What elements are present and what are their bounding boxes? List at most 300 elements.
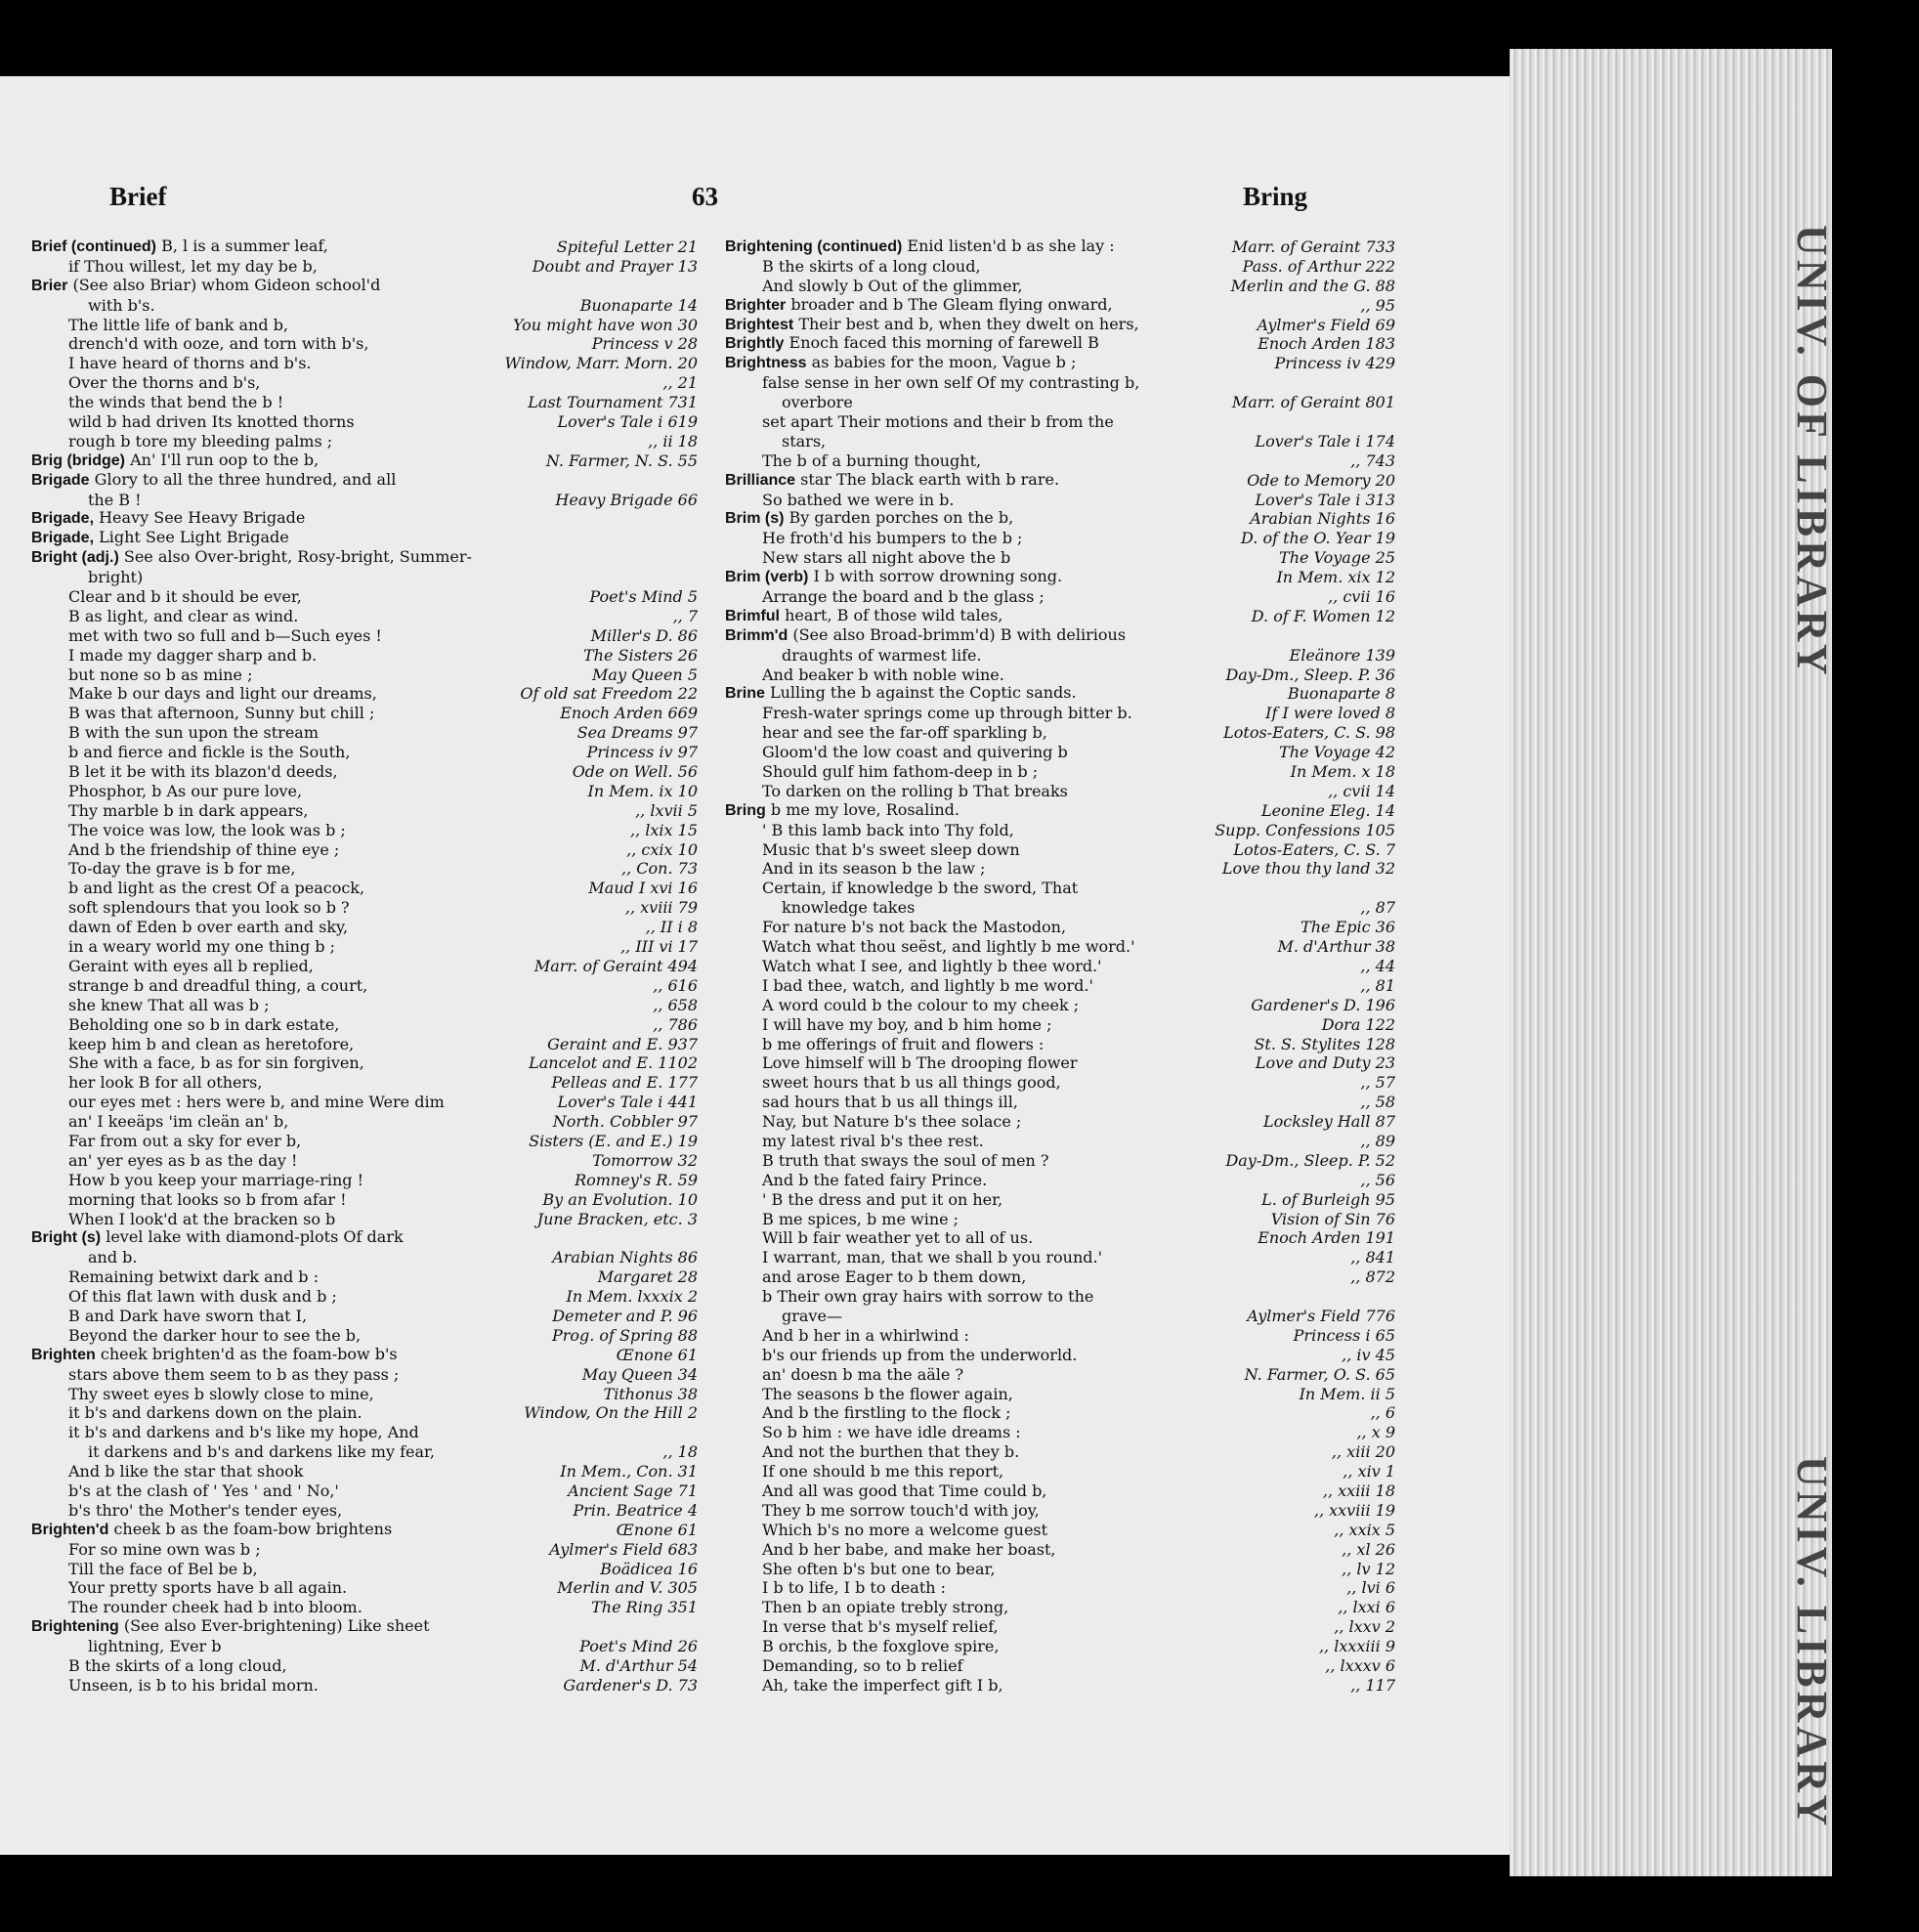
entry-reference: Tithonus 38 (603, 1384, 698, 1403)
entry-reference: May Queen 5 (592, 665, 698, 684)
index-entry-row (725, 316, 1395, 335)
index-entry-row (725, 451, 1395, 471)
entry-text: B truth that sways the soul of men ? (762, 1150, 1049, 1170)
entry-text: So bathed we were in b. (762, 490, 955, 509)
entry-text: Remaining betwixt dark and b : (68, 1267, 319, 1287)
entry-text: Brightest Their best and b, when they dwelt on hers, (725, 314, 1139, 333)
index-entry-row (725, 432, 1395, 451)
entry-text: Brigade, Heavy See Heavy Brigade (31, 508, 306, 528)
index-entry-row (725, 626, 1395, 646)
entry-text: And in its season b the law ; (762, 859, 986, 879)
entry-reference: ,, cvii 16 (1328, 587, 1395, 607)
index-entry-row (31, 821, 698, 840)
entry-text: Beyond the darker hour to see the b, (68, 1325, 362, 1345)
entry-text: ' B this lamb back into Thy fold, (762, 820, 1014, 839)
index-entry-row (31, 237, 698, 257)
index-entry-row (725, 704, 1395, 723)
entry-text: Brilliance star The black earth with b rare. (725, 469, 1060, 489)
entry-text: Certain, if knowledge b the sword, That (762, 879, 1079, 898)
entry-text: her look B for all others, (68, 1073, 263, 1093)
index-entry-row (725, 1656, 1395, 1676)
entry-reference: N. Farmer, O. S. 65 (1244, 1364, 1395, 1384)
entry-reference: Day-Dm., Sleep. P. 36 (1225, 665, 1395, 684)
running-head-left: Brief (109, 182, 167, 211)
index-entry-row (725, 1210, 1395, 1229)
entry-reference: ,, xxiii 18 (1322, 1481, 1395, 1500)
entry-reference: Marr. of Geraint 494 (533, 956, 698, 975)
entry-text: the B ! (88, 490, 142, 509)
entry-reference: ,, 7 (672, 606, 698, 625)
entry-reference: The Ring 351 (591, 1598, 698, 1617)
entry-text: Will b fair weather yet to all of us. (762, 1228, 1034, 1248)
entry-text: They b me sorrow touch'd with joy, (762, 1500, 1040, 1520)
entry-reference: ,, 57 (1360, 1073, 1395, 1093)
entry-text: b me offerings of fruit and flowers : (762, 1034, 1045, 1053)
entry-reference: Last Tournament 731 (528, 393, 698, 412)
entry-reference: Boädicea 16 (600, 1559, 698, 1578)
entry-text: So b him : we have idle dreams : (762, 1423, 1021, 1442)
entry-text: And b her babe, and make her boast, (762, 1539, 1056, 1559)
entry-text: grave— (782, 1306, 842, 1325)
page-number: 63 (692, 182, 718, 211)
index-entry-row (31, 626, 698, 646)
entry-text: it b's and darkens down on the plain. (68, 1403, 362, 1423)
index-entry-row (31, 1053, 698, 1073)
index-entry-row (31, 1307, 698, 1326)
entry-text: b and fierce and fickle is the South, (68, 743, 351, 762)
entry-text: I bad thee, watch, and lightly b me word.' (762, 975, 1093, 995)
entry-reference: North. Cobbler 97 (552, 1112, 698, 1132)
entry-text: Brighten cheek brighten'd as the foam-bow b's (31, 1344, 398, 1363)
entry-reference: ,, iv 45 (1342, 1345, 1395, 1364)
entry-reference: Gardener's D. 73 (563, 1675, 698, 1695)
index-entry-row (31, 1481, 698, 1501)
entry-text: B the skirts of a long cloud, (762, 256, 981, 276)
index-entry-row (725, 743, 1395, 762)
index-entry-row (725, 1481, 1395, 1501)
index-entry-row (31, 684, 698, 704)
entry-text: When I look'd at the bracken so b (68, 1209, 336, 1228)
entry-reference: Ode on Well. 56 (572, 762, 698, 782)
entry-text: ' B the dress and put it on her, (762, 1189, 1003, 1209)
entry-text: morning that looks so b from afar ! (68, 1189, 347, 1209)
index-entry-row (31, 509, 698, 529)
index-entry-row (725, 1521, 1395, 1540)
entry-reference: Princess v 28 (591, 334, 698, 354)
index-entry-row (725, 801, 1395, 821)
entry-reference: Lotos-Eaters, C. S. 98 (1223, 723, 1395, 743)
entry-text: And b like the star that shook (68, 1462, 304, 1481)
entry-reference: In Mem. x 18 (1290, 762, 1395, 782)
entry-text: Watch what I see, and lightly b thee word.' (762, 956, 1102, 975)
entry-reference: ,, 18 (662, 1442, 698, 1462)
entry-text: and b. (88, 1248, 138, 1267)
entry-text: Brim (s) By garden porches on the b, (725, 508, 1014, 528)
index-entry-row (725, 898, 1395, 918)
index-entry-row (725, 821, 1395, 840)
entry-text: Arrange the board and b the glass ; (762, 587, 1045, 607)
index-entry-row (725, 1403, 1395, 1423)
entry-reference: ,, 95 (1360, 295, 1395, 315)
entry-text: How b you keep your marriage-ring ! (68, 1170, 364, 1189)
entry-text: I will have my boy, and b him home ; (762, 1014, 1052, 1034)
index-entry-row (725, 1132, 1395, 1151)
entry-reference: ,, 117 (1350, 1675, 1395, 1695)
index-entry-row (31, 704, 698, 723)
entry-reference: The Voyage 42 (1279, 743, 1395, 762)
index-entry-row (31, 976, 698, 996)
entry-text: my latest rival b's thee rest. (762, 1131, 984, 1150)
entry-text: overbore (782, 393, 853, 412)
index-entry-row (725, 879, 1395, 898)
index-entry-row (31, 257, 698, 277)
entry-reference: Locksley Hall 87 (1262, 1112, 1395, 1132)
entry-reference: Window, Marr. Morn. 20 (504, 354, 698, 373)
entry-reference: In Mem. ix 10 (587, 781, 698, 800)
entry-reference: Eleänore 139 (1289, 645, 1395, 665)
index-entry-row (31, 1637, 698, 1656)
index-entry-row (31, 1540, 698, 1560)
index-entry-row (31, 1442, 698, 1462)
entry-reference: ,, xviii 79 (624, 898, 698, 918)
index-entry-row (31, 1598, 698, 1617)
index-entry-row (31, 471, 698, 491)
entry-reference: Lover's Tale i 174 (1255, 431, 1395, 451)
entry-reference: ,, lxvii 5 (635, 800, 698, 820)
entry-reference: Ancient Sage 71 (568, 1481, 698, 1500)
right-column (725, 237, 1395, 1696)
index-entry-row (31, 277, 698, 296)
entry-text: b's at the clash of ' Yes ' and ' No,' (68, 1481, 339, 1500)
index-entry-row (31, 296, 698, 316)
entry-text: Bring b me my love, Rosalind. (725, 799, 960, 819)
entry-reference: ,, xxviii 19 (1313, 1500, 1395, 1520)
entry-reference: ,, lvi 6 (1346, 1578, 1395, 1598)
entry-text: The b of a burning thought, (762, 451, 982, 470)
index-entry-row (725, 646, 1395, 665)
index-entry-row (31, 782, 698, 801)
entry-reference: Leonine Eleg. 14 (1260, 800, 1395, 820)
entry-text: Thy marble b in dark appears, (68, 800, 309, 820)
entry-text: with b's. (88, 295, 155, 315)
entry-reference: ,, 87 (1360, 898, 1395, 918)
entry-text: drench'd with ooze, and torn with b's, (68, 334, 369, 354)
index-entry-row (725, 354, 1395, 373)
entry-text: I made my dagger sharp and b. (68, 645, 318, 665)
entry-text: I have heard of thorns and b's. (68, 354, 312, 373)
entry-text: The seasons b the flower again, (762, 1384, 1013, 1403)
entry-text: To darken on the rolling b That breaks (762, 781, 1068, 800)
entry-text: draughts of warmest life. (782, 645, 982, 665)
index-entry-row (31, 1190, 698, 1210)
index-entry-row (725, 918, 1395, 937)
index-entry-row (31, 1501, 698, 1521)
entry-reference: Geraint and E. 937 (547, 1034, 698, 1053)
index-entry-row (725, 1462, 1395, 1481)
index-entry-row (725, 257, 1395, 277)
entry-reference: ,, 872 (1350, 1267, 1395, 1287)
book-page-edges (1510, 49, 1832, 1876)
index-entry-row (31, 665, 698, 685)
index-entry-row (725, 1035, 1395, 1054)
entry-text: hear and see the far-off sparkling b, (762, 723, 1047, 743)
entry-text: And b the firstling to the flock ; (762, 1403, 1011, 1423)
entry-reference: ,, lxix 15 (630, 820, 698, 839)
entry-text: And beaker b with noble wine. (762, 665, 1004, 684)
entry-reference: D. of F. Women 12 (1251, 606, 1395, 625)
entry-text: false sense in her own self Of my contrasting b, (762, 373, 1140, 393)
entry-reference: Day-Dm., Sleep. P. 52 (1225, 1150, 1395, 1170)
entry-text: Brigade, Light See Light Brigade (31, 528, 289, 547)
entry-reference: ,, lxxxiii 9 (1318, 1637, 1395, 1656)
entry-text: Fresh-water springs come up through bitter b. (762, 704, 1132, 723)
index-entry-row (725, 509, 1395, 529)
entry-text: it b's and darkens and b's like my hope, And (68, 1423, 419, 1442)
entry-text: B let it be with its blazon'd deeds, (68, 762, 338, 782)
entry-reference: Marr. of Geraint 801 (1231, 393, 1395, 412)
entry-text: Love himself will b The drooping flower (762, 1053, 1078, 1073)
index-entry-row (31, 840, 698, 860)
index-entry-row (725, 723, 1395, 743)
entry-text: Clear and b it should be ever, (68, 587, 302, 607)
entry-text: wild b had driven Its knotted thorns (68, 412, 355, 431)
entry-text: Far from out a sky for ever b, (68, 1131, 302, 1150)
index-entry-row (31, 568, 698, 587)
entry-text: Brightening (continued) Enid listen'd b as she lay : (725, 236, 1115, 255)
entry-reference: Romney's R. 59 (575, 1170, 698, 1189)
index-entry-row (31, 646, 698, 665)
entry-reference: Lotos-Eaters, C. S. 7 (1233, 839, 1395, 859)
entry-text: Thy sweet eyes b slowly close to mine, (68, 1384, 374, 1403)
index-entry-row (31, 334, 698, 354)
entry-reference: ,, lxxxv 6 (1325, 1656, 1395, 1675)
index-entry-row (31, 743, 698, 762)
entry-reference: Vision of Sin 76 (1270, 1209, 1395, 1228)
index-entry-row (725, 607, 1395, 626)
entry-text: Music that b's sweet sleep down (762, 839, 1020, 859)
entry-reference: Princess iv 429 (1274, 354, 1395, 373)
index-entry-row (31, 432, 698, 451)
index-entry-row (725, 957, 1395, 976)
index-entry-row (31, 723, 698, 743)
index-entry-row (31, 354, 698, 373)
index-entry-row (725, 587, 1395, 607)
index-entry-row (31, 1617, 698, 1637)
entry-reference: Arabian Nights 16 (1250, 509, 1395, 529)
entry-text: rough b tore my bleeding palms ; (68, 431, 333, 451)
index-entry-row (725, 1598, 1395, 1617)
entry-text: and arose Eager to b them down, (762, 1267, 1027, 1287)
entry-text: stars, (782, 431, 827, 451)
entry-reference: ,, 21 (662, 373, 698, 393)
entry-reference: The Epic 36 (1301, 918, 1395, 937)
entry-text: And all was good that Time could b, (762, 1481, 1047, 1500)
index-entry-row (31, 1346, 698, 1365)
entry-reference: ,, Con. 73 (621, 859, 698, 879)
index-entry-row (725, 393, 1395, 412)
entry-text: And b her in a whirlwind : (762, 1325, 969, 1345)
running-head-right: Bring (1243, 182, 1308, 211)
entry-text: bright) (88, 568, 144, 587)
left-column (31, 237, 698, 1696)
entry-reference: Dora 122 (1321, 1014, 1395, 1034)
entry-text: Your pretty sports have b all again. (68, 1578, 348, 1598)
index-entry-row (725, 665, 1395, 685)
entry-text: Brief (continued) B, l is a summer leaf, (31, 236, 328, 255)
entry-text: B with the sun upon the stream (68, 723, 319, 743)
entry-reference: Demeter and P. 96 (552, 1306, 698, 1325)
entry-reference: Aylmer's Field 683 (549, 1539, 698, 1559)
entry-text: B was that afternoon, Sunny but chill ; (68, 704, 375, 723)
entry-text: keep him b and clean as heretofore, (68, 1034, 355, 1053)
entry-reference: Poet's Mind 5 (589, 587, 698, 607)
index-entry-row (725, 1423, 1395, 1442)
entry-text: Beholding one so b in dark estate, (68, 1014, 340, 1034)
entry-reference: Enoch Arden 191 (1258, 1228, 1395, 1248)
entry-text: Brigade Glory to all the three hundred, and all (31, 469, 397, 489)
entry-text: Brig (bridge) An' I'll run oop to the b, (31, 450, 320, 469)
index-entry-row (725, 568, 1395, 587)
entry-reference: ,, 743 (1350, 451, 1395, 470)
entry-text: If one should b me this report, (762, 1462, 1004, 1481)
entry-reference: Lover's Tale i 313 (1255, 490, 1395, 509)
entry-text: knowledge takes (782, 898, 916, 918)
entry-reference: ,, 81 (1360, 975, 1395, 995)
entry-text: soft splendours that you look so b ? (68, 898, 350, 918)
index-entry-row (725, 1151, 1395, 1171)
entry-reference: Lancelot and E. 1102 (529, 1053, 698, 1073)
entry-text: if Thou willest, let my day be b, (68, 256, 318, 276)
entry-reference: June Bracken, etc. 3 (536, 1209, 698, 1228)
index-entry-row (725, 1228, 1395, 1248)
index-entry-row (725, 762, 1395, 782)
entry-reference: Pass. of Arthur 222 (1242, 256, 1395, 276)
entry-reference: Maud I xvi 16 (588, 879, 698, 898)
entry-reference: Poet's Mind 26 (579, 1637, 698, 1656)
index-entry-row (31, 879, 698, 898)
entry-text: Nay, but Nature b's thee solace ; (762, 1112, 1022, 1132)
entry-text: She with a face, b as for sin forgiven, (68, 1053, 364, 1073)
entry-text: the winds that bend the b ! (68, 393, 284, 412)
index-entry-row (31, 801, 698, 821)
index-entry-row (725, 1267, 1395, 1287)
entry-text: Till the face of Bel be b, (68, 1559, 258, 1578)
entry-reference: Gardener's D. 196 (1251, 995, 1395, 1014)
index-entry-row (31, 1171, 698, 1190)
entry-text: Over the thorns and b's, (68, 373, 261, 393)
index-entry-row (725, 296, 1395, 316)
entry-text: stars above them seem to b as they pass ; (68, 1364, 400, 1384)
index-entry-row (31, 1385, 698, 1404)
index-entry-row (31, 1578, 698, 1598)
index-entry-row (725, 1560, 1395, 1579)
entry-reference: ,, 89 (1360, 1131, 1395, 1150)
entry-text: Unseen, is b to his bridal morn. (68, 1675, 319, 1695)
entry-reference: Ode to Memory 20 (1247, 470, 1395, 490)
entry-reference: ,, II i 8 (645, 918, 698, 937)
entry-text: To-day the grave is b for me, (68, 859, 296, 879)
entry-reference: ,, xxix 5 (1334, 1520, 1395, 1539)
index-entry-row (31, 1676, 698, 1696)
index-entry-row (31, 1073, 698, 1093)
index-entry-row (31, 1035, 698, 1054)
entry-text: Geraint with eyes all b replied, (68, 956, 314, 975)
entry-text: Brighter broader and b The Gleam flying onward, (725, 294, 1113, 314)
index-entry-row (725, 1637, 1395, 1656)
entry-reference: ,, 841 (1350, 1248, 1395, 1267)
entry-text: B me spices, b me wine ; (762, 1209, 960, 1228)
entry-reference: Œnone 61 (616, 1520, 698, 1539)
index-entry-row (725, 1053, 1395, 1073)
entry-text: Then b an opiate trebly strong, (762, 1598, 1009, 1617)
index-entry-row (725, 1442, 1395, 1462)
entry-reference: ,, 6 (1370, 1403, 1395, 1423)
index-entry-row (31, 957, 698, 976)
index-entry-row (725, 1540, 1395, 1560)
index-entry-row (31, 918, 698, 937)
entry-reference: ,, 58 (1360, 1093, 1395, 1112)
index-entry-row (725, 1093, 1395, 1112)
entry-reference: St. S. Stylites 128 (1254, 1034, 1395, 1053)
entry-reference: Buonaparte 14 (579, 295, 698, 315)
index-entry-row (31, 548, 698, 568)
entry-reference: ,, 44 (1360, 956, 1395, 975)
entry-reference: May Queen 34 (581, 1364, 698, 1384)
index-entry-row (31, 1132, 698, 1151)
index-entry-row (31, 412, 698, 432)
entry-reference: Of old sat Freedom 22 (520, 684, 698, 704)
index-entry-row (725, 1676, 1395, 1696)
entry-reference: Princess i 65 (1293, 1325, 1395, 1345)
entry-text: Phosphor, b As our pure love, (68, 781, 303, 800)
entry-text: strange b and dreadful thing, a court, (68, 975, 368, 995)
index-entry-row (31, 393, 698, 412)
entry-reference: In Mem. ii 5 (1299, 1384, 1395, 1403)
entry-reference: Tomorrow 32 (592, 1150, 698, 1170)
entry-text: met with two so full and b—Such eyes ! (68, 625, 382, 645)
index-entry-row (725, 1015, 1395, 1035)
entry-reference: ,, 56 (1360, 1170, 1395, 1189)
entry-text: Brightness as babies for the moon, Vague b ; (725, 353, 1077, 372)
entry-text: For so mine own was b ; (68, 1539, 261, 1559)
index-entry-row (725, 1112, 1395, 1132)
entry-reference: The Sisters 26 (582, 645, 698, 665)
entry-text: He froth'd his bumpers to the b ; (762, 529, 1023, 548)
entry-text: Brimful heart, B of those wild tales, (725, 605, 1003, 624)
entry-text: sweet hours that b us all things good, (762, 1073, 1061, 1093)
entry-reference: In Mem., Con. 31 (560, 1462, 698, 1481)
entry-text: Brier (See also Briar) whom Gideon school'd (31, 275, 381, 294)
index-entry-row (31, 1112, 698, 1132)
entry-reference: ,, 658 (653, 995, 698, 1014)
entry-text: Of this flat lawn with dusk and b ; (68, 1287, 337, 1307)
entry-reference: L. of Burleigh 95 (1261, 1189, 1395, 1209)
entry-text: Should gulf him fathom-deep in b ; (762, 762, 1039, 782)
entry-reference: Supp. Confessions 105 (1215, 820, 1395, 839)
entry-text: I warrant, man, that we shall b you round.' (762, 1248, 1102, 1267)
entry-text: lightning, Ever b (88, 1637, 222, 1656)
index-entry-row (725, 1073, 1395, 1093)
entry-reference: ,, III vi 17 (620, 937, 698, 957)
entry-text: Which b's no more a welcome guest (762, 1520, 1048, 1539)
entry-reference: Love and Duty 23 (1255, 1053, 1395, 1073)
index-entry-row (31, 1228, 698, 1248)
entry-text: b's thro' the Mother's tender eyes, (68, 1500, 343, 1520)
index-entry-row (725, 1346, 1395, 1365)
entry-reference: M. d'Arthur 54 (579, 1656, 698, 1675)
entry-reference: Doubt and Prayer 13 (532, 256, 698, 276)
entry-reference: Œnone 61 (616, 1345, 698, 1364)
